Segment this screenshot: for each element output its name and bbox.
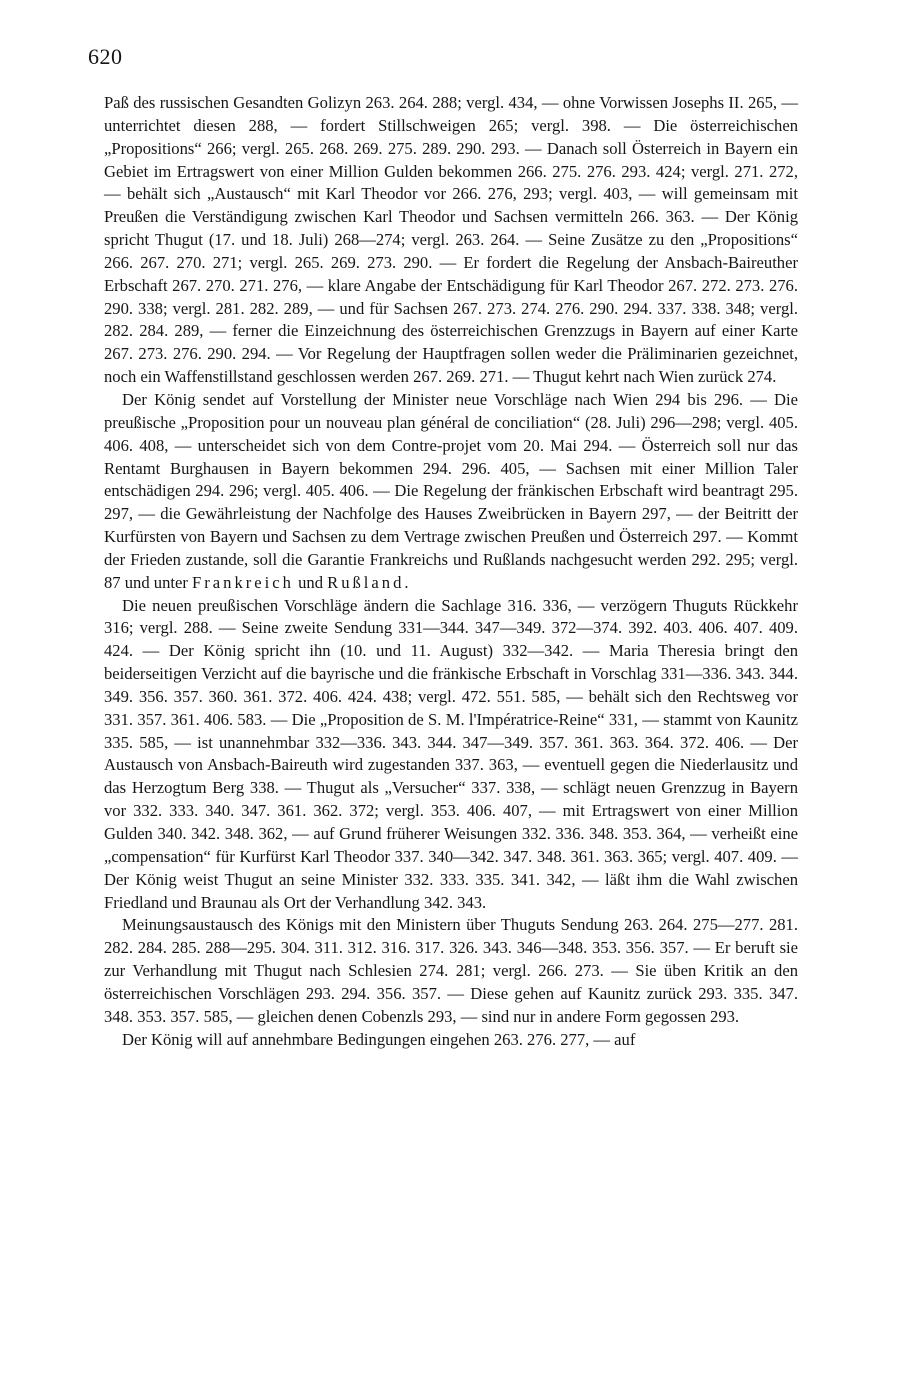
paragraph-3: Die neuen preußischen Vorschläge ändern die Sachlage 316. 336, — verzögern Thuguts Rückkehr 316; vergl. 288. — Seine zweite Sendung 331—344. 347—349. 372—374. 392. 403. 406. 407. 409. 424. — Der König spricht ihn (10. und 11. August) 332—342. — Maria Theresia bringt den beiderseitigen Verzicht auf die bayrische und die fränkische Erbschaft in Vorschlag 331—336. 343. 344. 349. 356. 357. 360. 361. 372. 406. 424. 438; vergl. 472. 551. 585, — behält sich den Rechtsweg vor 331. 357. 361. 406. 583. — Die „Proposition de S. M. l'Impératrice-Reine“ 331, — stammt von Kaunitz 335. 585, — ist unannehmbar 332—336. 343. 344. 347—349. 357. 361. 363. 364. 372. 406. — Der Austausch von Ansbach-Baireuth wird zugestanden 337. 363, — eventuell gegen die Niederlausitz und das Herzogtum Berg 338. — Thugut als „Versucher“ 337. 338, — schlägt neuen Grenzzug in Bayern vor 332. 333. 340. 347. 361. 362. 372; vergl. 353. 406. 407, — mit Ertragswert von einer Million Gulden 340. 342. 348. 362, — auf Grund früherer Weisungen 332. 336. 348. 353. 364, — verheißt eine „compensation“ für Kurfürst Karl Theodor 337. 340—342. 347. 348. 361. 363. 365; vergl. 407. 409. — Der König weist Thugut an seine Minister 332. 333. 335. 341. 342, — läßt ihm die Wahl zwischen Friedland und Braunau als Ort der Verhandlung 342. 343. xyxy=(104,595,798,912)
spaced-term-russland: Rußland xyxy=(327,572,405,592)
paragraph-4: Meinungsaustausch des Königs mit den Ministern über Thuguts Sendung 263. 264. 275—277. 281. 282. 284. 285. 288—295. 304. 311. 312. 316. 317. 326. 343. 346—348. 353. 356. 357. — Er beruft sie zur Verhandlung mit Thugut nach Schlesien 274. 281; vergl. 266. 273. — Sie üben Kritik an den österreichischen Vorschlägen 293. 294. 356. 357. — Diese gehen auf Kaunitz zurück 293. 335. 347. 348. 353. 357. 585, — gleichen denen Cobenzls 293, — sind nur in andere Form gegossen 293. xyxy=(104,915,798,1026)
paragraph-5: Der König will auf annehmbare Bedingungen eingehen 263. 276. 277, — auf xyxy=(122,1029,636,1049)
index-text xyxy=(104,92,798,1051)
conjunction: und xyxy=(298,572,323,592)
spaced-term-frankreich: Frankreich xyxy=(192,572,294,592)
page-number: 620 xyxy=(88,44,123,69)
paragraph-2: Der König sendet auf Vorstellung der Minister neue Vorschläge nach Wien 294 bis 296. — Die preußische „Proposition pour un nouveau plan général de conciliation“ (28. Juli) 296—298; vergl. 405. 406. 408, — unterscheidet sich von dem Contre-projet vom 20. Mai 294. — Österreich soll nur das Rentamt Burghausen in Bayern bekommen 294. 296. 405, — Sachsen mit einer Million Taler entschädigen 294. 296; vergl. 405. 406. — Die Regelung der fränkischen Erbschaft wird beantragt 295. 297, — die Gewährleistung der Nachfolge des Hauses Zweibrücken in Bayern 297, — der Beitritt der Kurfürsten von Bayern und Sachsen zu dem Vertrage zwischen Preußen und Österreich 297. — Kommt der Frieden zustande, soll die Garantie Frankreichs und Rußlands nachgesucht werden 292. 295; vergl. 87 und unter Frankreich und Rußland. xyxy=(104,389,798,592)
paragraph-1: Paß des russischen Gesandten Golizyn 263. 264. 288; vergl. 434, — ohne Vorwissen Josephs II. 265, — unterrichtet diesen 288, — fordert Stillschweigen 265; vergl. 398. — Die österreichischen „Propositions“ 266; vergl. 265. 268. 269. 275. 289. 290. 293. — Danach soll Österreich in Bayern ein Gebiet im Ertragswert von einer Million Gulden bekommen 266. 275. 276. 293. 424; vergl. 271. 272, — behält sich „Austausch“ mit Karl Theodor vor 266. 276, 293; vergl. 403, — will gemeinsam mit Preußen die Verständigung zwischen Karl Theodor und Sachsen vermitteln 266. 363. — Der König spricht Thugut (17. und 18. Juli) 268—274; vergl. 263. 264. — Seine Zusätze zu den „Propositions“ 266. 267. 270. 271; vergl. 265. 269. 273. 290. — Er fordert die Regelung der Ansbach-Baireuther Erbschaft 267. 270. 271. 276, — klare Angabe der Entschädigung für Karl Theodor 267. 272. 273. 276. 290. 338; vergl. 281. 282. 289, — und für Sachsen 267. 273. 274. 276. 290. 294. 337. 338. 348; vergl. 282. 284. 289, — ferner die Einzeichnung des österreichischen Grenzzugs in Bayern auf einer Karte 267. 273. 276. 290. 294. — Vor Regelung der Hauptfragen sollen weder die Präliminarien gezeichnet, noch ein Waffenstillstand geschlossen werden 267. 269. 271. — Thugut kehrt nach Wien zurück 274. xyxy=(104,93,798,387)
paragraph-2-text: Der König sendet auf Vorstellung der Minister neue Vorschläge nach Wien 294 bis 296. — Die preußische „Proposition pour un nouveau plan général de conciliation“ (28. Juli) 296—298; vergl. 405. 406. 408, — unterscheidet sich von dem Contre-projet vom 20. Mai 294. — Österreich soll nur das Rentamt Burghausen in Bayern bekommen 294. 296. 405, — Sachsen mit einer Million Taler entschädigen 294. 296; vergl. 405. 406. — Die Regelung der fränkischen Erbschaft wird beantragt 295. 297, — die Gewährleistung der Nachfolge des Hauses Zweibrücken in Bayern 297, — der Beitritt der Kurfürsten von Bayern und Sachsen zu dem Vertrage zwischen Preußen und Österreich 297. — Kommt der Frieden zustande, soll die Garantie Frankreichs und Rußlands nachgesucht werden 292. 295; vergl. 87 und unter xyxy=(104,389,798,592)
